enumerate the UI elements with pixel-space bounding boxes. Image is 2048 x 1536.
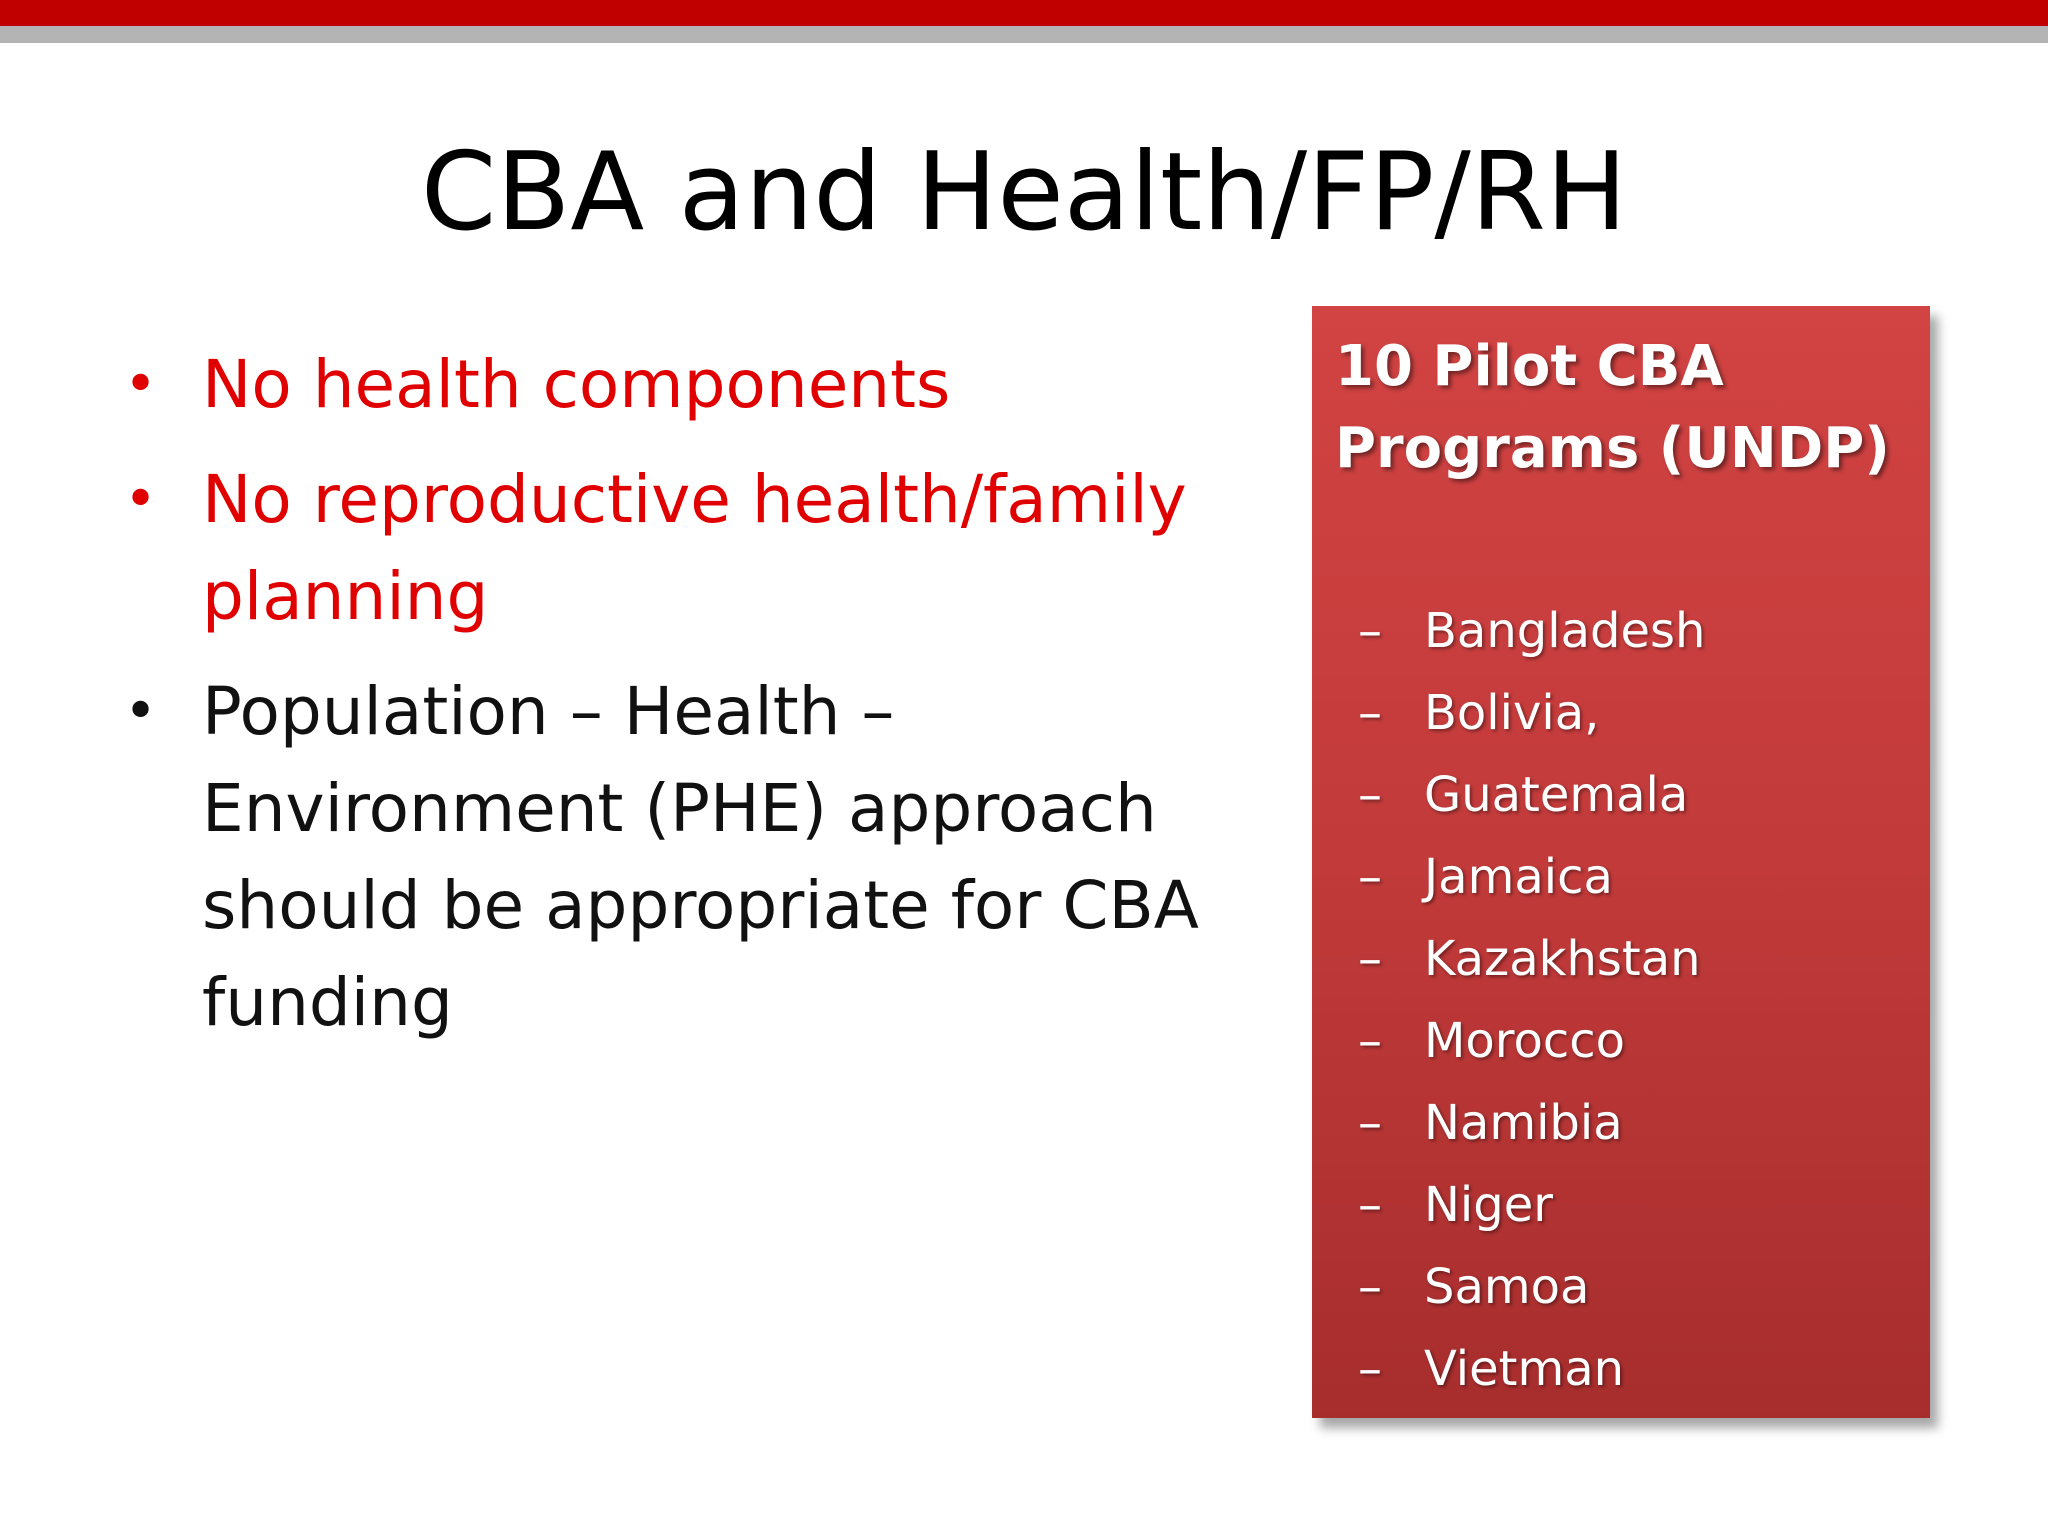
bullet-dot-icon: • [124, 467, 158, 532]
dash-icon: – [1358, 1341, 1382, 1397]
country-item-jamaica [1358, 836, 1705, 918]
dash-icon: – [1358, 767, 1382, 823]
country-list [1358, 590, 1705, 1410]
dash-icon: – [1358, 603, 1382, 659]
bullet-text: Population – Health – Environment (PHE) approach should be appropriate for CBA funding [202, 673, 1199, 1041]
bullet-item-no-rh-fp [120, 451, 1230, 645]
country-item-samoa [1358, 1246, 1705, 1328]
bullet-dot-icon: • [124, 679, 158, 744]
country-name: Niger [1424, 1177, 1553, 1233]
pilot-programs-box [1312, 306, 1930, 1418]
country-name: Jamaica [1424, 849, 1613, 905]
country-item-kazakhstan [1358, 918, 1705, 1000]
country-name: Bangladesh [1424, 603, 1706, 659]
dash-icon: – [1358, 1177, 1382, 1233]
country-name: Kazakhstan [1424, 931, 1701, 987]
bullet-text: No health components [202, 346, 951, 423]
country-item-morocco [1358, 1000, 1705, 1082]
pilot-box-title-line-2: Programs (UNDP) [1335, 416, 1890, 481]
country-name: Morocco [1424, 1013, 1625, 1069]
dash-icon: – [1358, 1259, 1382, 1315]
bullet-text: No reproductive health/family planning [202, 461, 1187, 635]
pilot-box-title [1335, 326, 1910, 490]
country-item-bangladesh [1358, 590, 1705, 672]
dash-icon: – [1358, 931, 1382, 987]
bullet-list [120, 336, 1230, 1069]
bullet-dot-icon: • [124, 352, 158, 417]
country-name: Namibia [1424, 1095, 1623, 1151]
country-item-vietman [1358, 1328, 1705, 1410]
country-name: Bolivia, [1424, 685, 1600, 741]
country-item-namibia [1358, 1082, 1705, 1164]
dash-icon: – [1358, 685, 1382, 741]
pilot-box-title-line-1: 10 Pilot CBA [1335, 334, 1724, 399]
dash-icon: – [1358, 849, 1382, 905]
country-name: Guatemala [1424, 767, 1689, 823]
bullet-item-no-health [120, 336, 1230, 433]
dash-icon: – [1358, 1013, 1382, 1069]
top-gray-bar [0, 26, 2048, 43]
country-item-bolivia [1358, 672, 1705, 754]
bullet-item-phe [120, 663, 1230, 1051]
country-item-niger [1358, 1164, 1705, 1246]
dash-icon: – [1358, 1095, 1382, 1151]
country-name: Vietman [1424, 1341, 1625, 1397]
country-name: Samoa [1424, 1259, 1590, 1315]
top-accent-bar [0, 0, 2048, 26]
slide-title: CBA and Health/FP/RH [420, 130, 1628, 255]
country-item-guatemala [1358, 754, 1705, 836]
